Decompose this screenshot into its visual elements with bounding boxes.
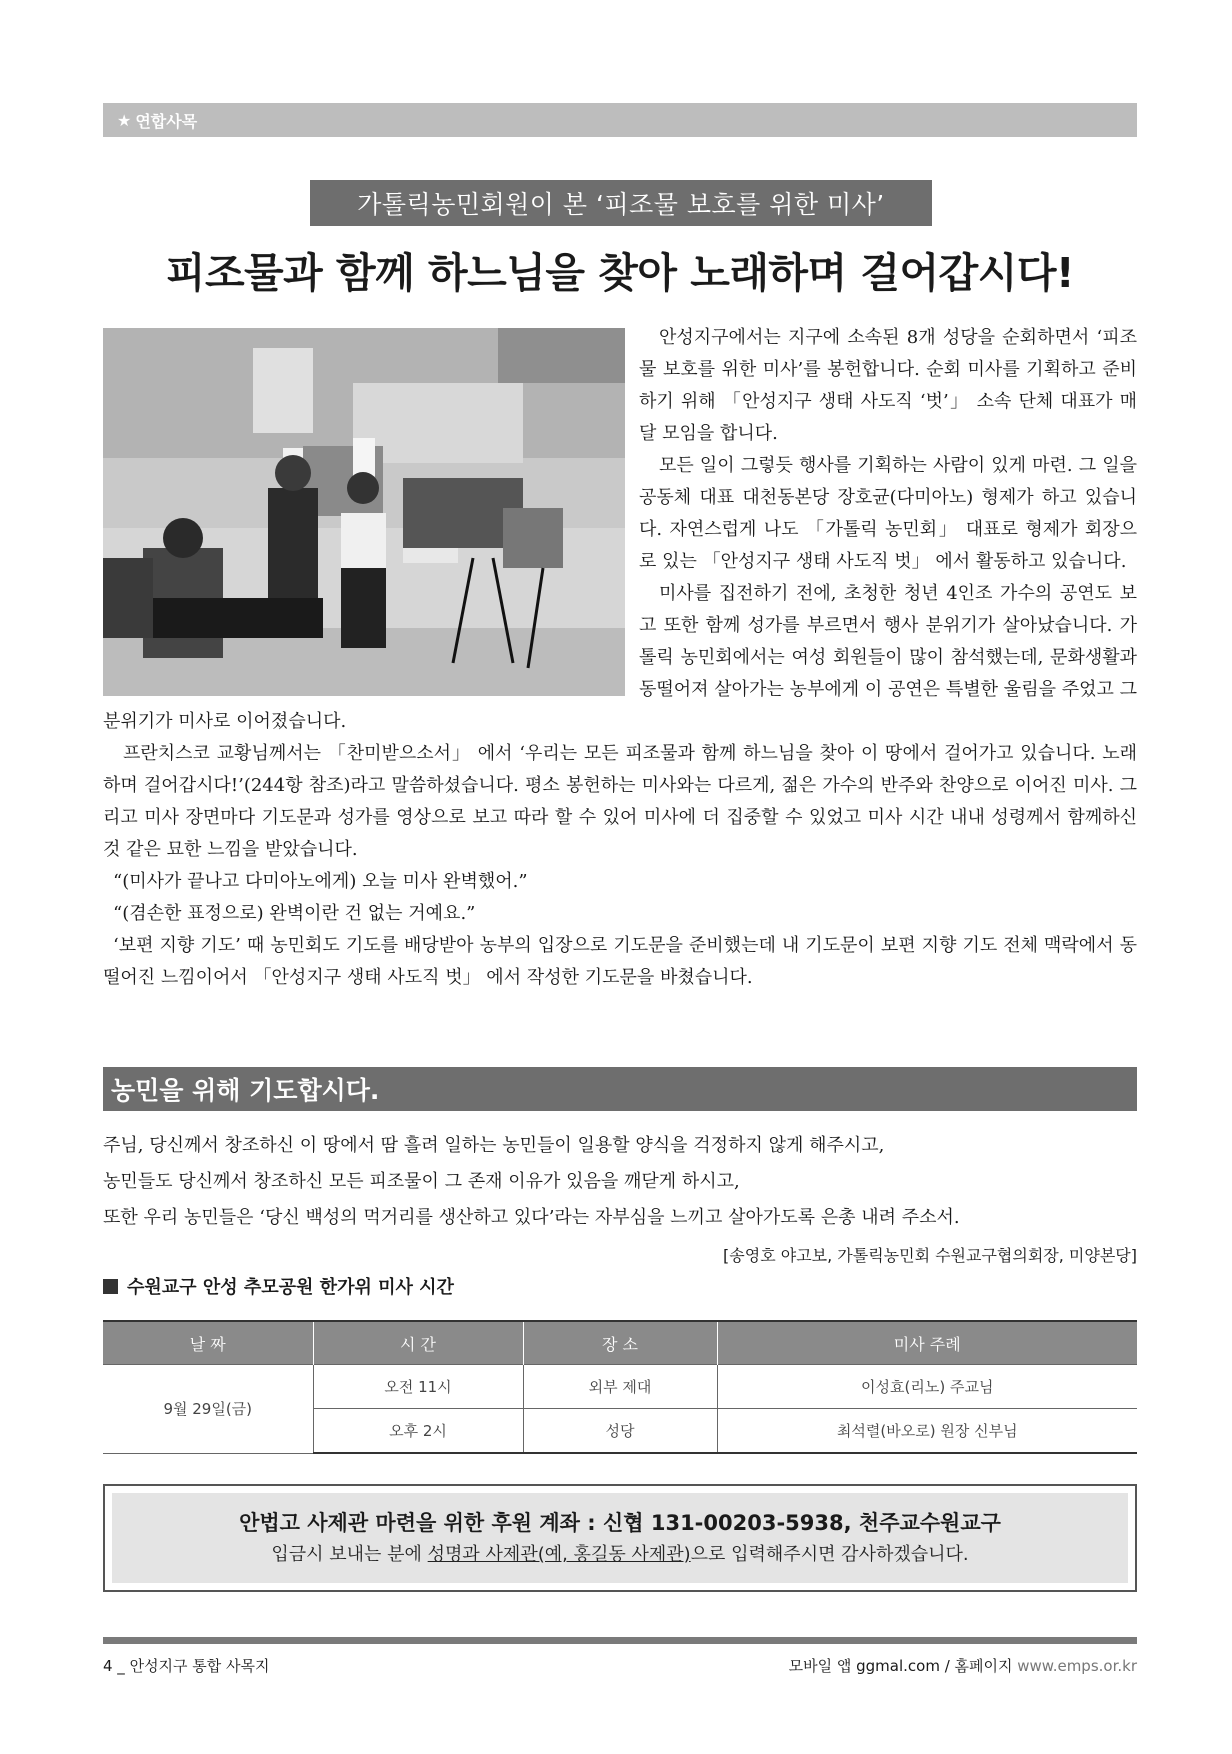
time-cell: 오전 11시 bbox=[313, 1365, 523, 1409]
schedule-table bbox=[103, 1320, 1137, 1454]
homepage-link[interactable]: www.emps.or.kr bbox=[1017, 1657, 1137, 1675]
donation-account-line: 안법고 사제관 마련을 위한 후원 계좌 : 신협 131-00203-5938, 천주교수원교구 bbox=[239, 1511, 1001, 1535]
article-kicker: 가톨릭농민회원이 본 ‘피조물 보호를 위한 미사’ bbox=[310, 180, 932, 226]
footer-links bbox=[789, 1655, 1137, 1676]
donation-box bbox=[103, 1484, 1137, 1592]
footer-label: 모바일 앱 ggmal.com / 홈페이지 bbox=[788, 1657, 1018, 1675]
article-headline: 피조물과 함께 하느님을 찾아 노래하며 걸어갑시다! bbox=[165, 249, 1075, 297]
schedule-title bbox=[103, 1273, 454, 1299]
prayer-line: 또한 우리 농민들은 ‘당신 백성의 먹거리를 생산하고 있다’라는 자부심을 느끼고 살아가도록 은총 내려 주소서. bbox=[103, 1207, 960, 1228]
donation-instruction-before: 입금시 보내는 분에 bbox=[271, 1544, 428, 1565]
star-icon: ★ bbox=[117, 110, 132, 130]
table-header-cell: 날 짜 bbox=[103, 1321, 313, 1365]
table-header-row bbox=[103, 1321, 1137, 1365]
celebrant-cell: 최석렬(바오로) 원장 신부님 bbox=[717, 1409, 1137, 1454]
section-label: 연합사목 bbox=[135, 111, 198, 131]
donation-instruction-line bbox=[112, 1540, 1128, 1570]
date-cell: 9월 29일(금) bbox=[103, 1365, 313, 1454]
time-cell: 오후 2시 bbox=[313, 1409, 523, 1454]
article-body bbox=[103, 322, 1137, 994]
donation-instruction-after: 으로 입력해주시면 감사하겠습니다. bbox=[690, 1544, 969, 1565]
prayer-title: 농민을 위해 기도합시다. bbox=[111, 1076, 380, 1105]
prayer-line: 농민들도 당신께서 창조하신 모든 피조물이 그 존재 이유가 있음을 깨닫게 하시고, bbox=[103, 1171, 740, 1192]
table-header-cell: 미사 주례 bbox=[717, 1321, 1137, 1365]
table-header-cell: 장 소 bbox=[523, 1321, 717, 1365]
article-quote: “(미사가 끝나고 다미아노에게) 오늘 미사 완벽했어.” bbox=[113, 871, 528, 892]
place-cell: 성당 bbox=[523, 1409, 717, 1454]
table-row bbox=[103, 1365, 1137, 1409]
article-paragraph: 미사를 집전하기 전에, 초청한 청년 4인조 가수의 공연도 보고 또한 함께 성가를 부르면서 행사 분위기가 살아났습니다. 가톨릭 농민회에서는 여성 회원들이 많이 참석했는데, 문화생활과 동떨어져 살아가는 농부에게 이 공연은 특별한 울림을 주었고 그 분위기가 미사로 이어졌습니다. bbox=[103, 583, 1137, 732]
schedule-title-text: 수원교구 안성 추모공원 한가위 미사 시간 bbox=[127, 1277, 454, 1298]
celebrant-cell: 이성효(리노) 주교님 bbox=[717, 1365, 1137, 1409]
footer-rule bbox=[103, 1637, 1137, 1644]
place-cell: 외부 제대 bbox=[523, 1365, 717, 1409]
article-paragraph: 프란치스코 교황님께서는 「찬미받으소서」 에서 ‘우리는 모든 피조물과 함께 하느님을 찾아 이 땅에서 걸어가고 있습니다. 노래하며 걸어갑시다!’(244항 참조)라고 말씀하셨습니다. 평소 봉헌하는 미사와는 다르게, 젊은 가수의 반주와 찬양으로 이어진 미사. 그리고 미사 장면마다 기도문과 성가를 영상으로 보고 따라 할 수 있어 미사에 더 집중할 수 있었고 미사 시간 내내 성령께서 함께하신 것 같은 묘한 느낌을 받았습니다. bbox=[103, 743, 1137, 860]
article-paragraph: 모든 일이 그렇듯 행사를 기획하는 사람이 있게 마련. 그 일을 공동체 대표 대천동본당 장호균(다미아노) 형제가 하고 있습니다. 자연스럽게 나도 「가톨릭 농민회」 대표로 형제가 회장으로 있는 「안성지구 생태 사도직 벗」 에서 활동하고 있습니다. bbox=[639, 455, 1137, 572]
article-quote: “(겸손한 표정으로) 완벽이란 건 없는 거예요.” bbox=[113, 903, 476, 924]
prayer-line: 주님, 당신께서 창조하신 이 땅에서 땀 흘려 일하는 농민들이 일용할 양식을 걱정하지 않게 해주시고, bbox=[103, 1135, 885, 1156]
donation-inner bbox=[112, 1493, 1128, 1583]
table-header-cell: 시 간 bbox=[313, 1321, 523, 1365]
footer-page-info: 4 _ 안성지구 통합 사목지 bbox=[103, 1657, 270, 1675]
article-paragraph: 안성지구에서는 지구에 소속된 8개 성당을 순회하면서 ‘피조물 보호를 위한 미사’를 봉헌합니다. 순회 미사를 기획하고 준비하기 위해 「안성지구 생태 사도직 ‘벗’」 소속 단체 대표가 매달 모임을 합니다. bbox=[639, 327, 1137, 444]
square-bullet-icon bbox=[103, 1279, 118, 1294]
prayer-signature: [송영호 야고보, 가톨릭농민회 수원교구협의회장, 미양본당] bbox=[723, 1246, 1137, 1265]
section-header-bar bbox=[103, 103, 1137, 137]
prayer-body bbox=[103, 1128, 1137, 1265]
prayer-section-bar bbox=[103, 1067, 1137, 1111]
article-paragraph: ‘보편 지향 기도’ 때 농민회도 기도를 배당받아 농부의 입장으로 기도문을 준비했는데 내 기도문이 보편 지향 기도 전체 맥락에서 동떨어진 느낌이어서 「안성지구 생태 사도직 벗」 에서 작성한 기도문을 바쳤습니다. bbox=[103, 935, 1137, 988]
donation-instruction-underlined: 성명과 사제관(예, 홍길동 사제관) bbox=[427, 1544, 691, 1565]
